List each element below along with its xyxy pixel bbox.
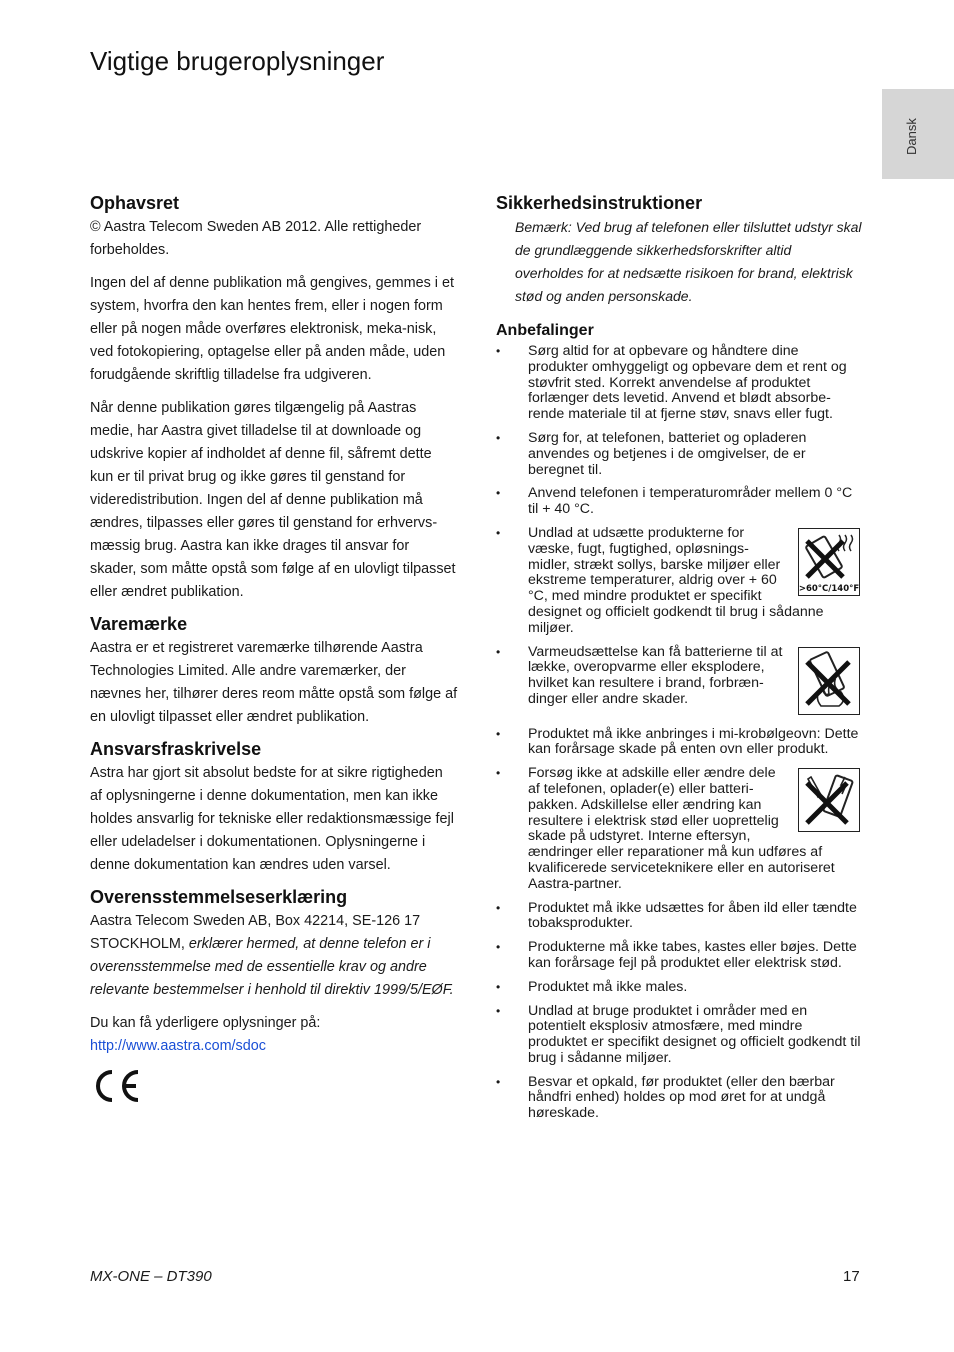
- list-item: • Produktet må ikke anbringes i mi-krobølgeovn: Dette kan forårsage skade på enten ovn eller produkt.: [496, 727, 862, 759]
- trademark-paragraph: Aastra er et registreret varemærke tilhørende Aastra Technologies Limited. Alle andre varemærker, der nævnes her, tilhører deres reom måtte opstå som følge af en ulovligt tilpasset eller ændret publikation.: [90, 640, 458, 725]
- safety-heading: Sikkerhedsinstruktioner: [496, 193, 703, 213]
- list-item: • Produkterne må ikke tabes, kastes eller bøjes. Dette kan forårsage fejl på produktet eller elektrisk stød.: [496, 940, 862, 972]
- copyright-paragraph-1: © Aastra Telecom Sweden AB 2012. Alle rettigheder forbeholdes.: [90, 219, 422, 258]
- no-disassembly-icon: [798, 768, 860, 832]
- conformity-section: [90, 887, 458, 1058]
- more-info-paragraph: [90, 1012, 458, 1058]
- left-column: [90, 193, 458, 1058]
- list-item-heat: [496, 645, 862, 719]
- page-title: Vigtige brugeroplysninger: [90, 46, 385, 76]
- list-item: • Besvar et opkald, før produktet (eller den bærbar håndfri enhed) holdes op mod øret for at undgå høreskade.: [496, 1075, 862, 1122]
- list-item: • Produktet må ikke males.: [496, 980, 862, 996]
- recommendations-heading: Anbefalinger: [496, 322, 594, 339]
- list-item: • Anvend telefonen i temperaturområder mellem 0 °C til + 40 °C.: [496, 486, 862, 518]
- disclaimer-section: [90, 739, 458, 877]
- list-item-text: Varmeudsættelse kan få batterierne til at lække, overopvarme eller eksplodere, hvilket kan resultere i brand, forbræn-dinger eller andre skader.: [528, 643, 783, 707]
- trademark-heading: Varemærke: [90, 614, 188, 634]
- page-number: 17: [843, 1268, 860, 1285]
- conformity-declaration: erklærer hermed, at denne telefon er i overensstemmelse med de essentielle krav og andre relevante bestemmelser i henhold til direktiv 1999/5/EØF.: [90, 936, 454, 998]
- disclaimer-heading: Ansvarsfraskrivelse: [90, 739, 262, 759]
- no-liquid-heat-icon: [798, 528, 860, 596]
- list-item-text: Forsøg ikke at adskille eller ændre dele af telefonen, oplader(e) eller batteri-pakken. Adskillelse eller ændring kan resultere i elektrisk stød eller uoprettelig skade på udstyret. Interne eftersyn, ændringer eller reparationer må kun udføres af kvalificerede serviceteknikere eller en autoriseret Aastra-partner.: [528, 765, 835, 892]
- footer-product: MX-ONE – DT390: [90, 1268, 212, 1285]
- language-tab: [882, 89, 954, 179]
- no-fire-battery-icon: [798, 647, 860, 715]
- list-item: • Sørg altid for at opbevare og håndtere dine produkter omhyggeligt og opbevare dem et rent og støvfrit sted. Korrekt anvendelse af produktet forlænger dets levetid. Anvend et blødt absorbe-rende materiale til at fjerne støv, snavs eller fugt.: [496, 344, 862, 423]
- list-item: • Undlad at bruge produktet i områder med en potentielt eksplosiv atmosfære, med mindre produktet er specifikt designet og officielt godkendt til brug i sådanne miljøer.: [496, 1004, 862, 1067]
- safety-note: Bemærk: Ved brug af telefonen eller tilsluttet udstyr skal de grundlæggende sikkerhedsforskrifter altid overholdes for at nedsætte risikoen for brand, elektrisk stød og anden personskade.: [515, 219, 862, 304]
- disclaimer-paragraph: Astra har gjort sit absolut bedste for at sikre rigtigheden af oplysningerne i denne dokumentation, men kan ikke holdes ansvarlig for tekniske eller redaktionsmæssige fejl eller udeladelser i dokumentationen. Oplysningerne i denne dokumentation kan ændres uden varsel.: [90, 765, 454, 873]
- list-item-liquid: [496, 526, 862, 637]
- list-item-disassemble: [496, 766, 862, 892]
- list-item: • Produktet må ikke udsættes for åben ild eller tændte tobaksprodukter.: [496, 901, 862, 933]
- list-item-text: Undlad at udsætte produkterne for væske, fugt, fugtighed, opløsnings-midler, strækt sollys, barske miljøer eller ekstreme temperaturer, aldrig over + 60 °C, med mindre produktet er specifikt designet og officielt godkendt til brug i sådanne miljøer.: [528, 524, 824, 636]
- language-tab-label: Dansk: [904, 118, 919, 155]
- temp-limit-label: • >60°C/140°F: [799, 583, 859, 594]
- trademark-section: [90, 614, 458, 729]
- more-info-text: Du kan få yderligere oplysninger på:: [90, 1015, 321, 1031]
- copyright-paragraph-2: Ingen del af denne publikation må gengives, gemmes i et system, hvorfra den kan hentes frem, eller i nogen form eller på nogen måde overføres elektronisk, meka-nisk, ved fotokopiering, optagelse eller på anden måde, uden forudgående skriftlig tilladelse fra udgiveren.: [90, 275, 454, 383]
- sdoc-link[interactable]: http://www.aastra.com/sdoc: [90, 1038, 266, 1054]
- recommendations-list: [496, 344, 862, 1122]
- right-column: [496, 193, 862, 1130]
- list-item: • Sørg for, at telefonen, batteriet og opladeren anvendes og betjenes i de omgivelser, de er beregnet til.: [496, 431, 862, 478]
- copyright-section: [90, 193, 458, 604]
- conformity-paragraph: [90, 910, 458, 1002]
- ce-mark-icon: [92, 1068, 144, 1109]
- copyright-heading: Ophavsret: [90, 193, 180, 213]
- conformity-heading: Overensstemmelseserklæring: [90, 887, 348, 907]
- copyright-paragraph-3: Når denne publikation gøres tilgængelig på Aastras medie, har Aastra givet tilladelse til at downloade og udskrive kopier af indholdet af denne fil, såfremt dette kun er til privat brug og ikke gøres til genstand for videredistribution. Ingen del af denne publikation må ændres, tilpasses eller gøres til genstand for erhvervs-mæssig brug. Aastra kan ikke drages til ansvar for skader, som måtte opstå som følge af en ulovligt tilpasset eller ændret publikation.: [90, 400, 456, 600]
- conformity-address: Aastra Telecom Sweden AB, Box 42214, SE-126 17 STOCKHOLM,: [90, 913, 421, 952]
